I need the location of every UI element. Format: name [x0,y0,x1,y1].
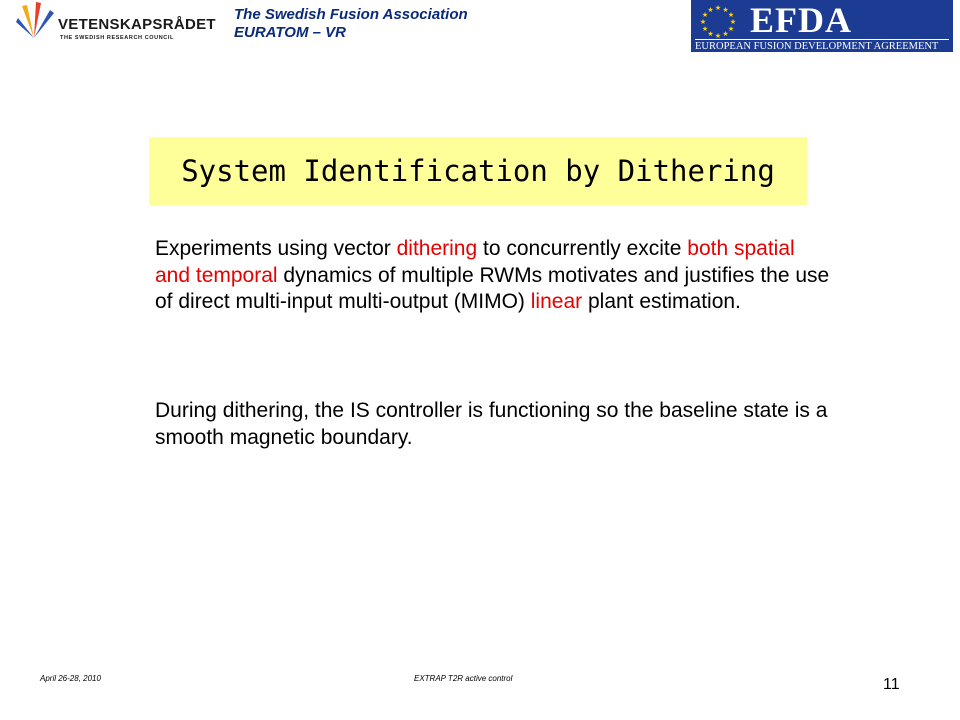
vr-rays-icon [14,0,56,42]
highlight-linear: linear [530,290,583,313]
title-box [149,137,807,205]
svg-text:★: ★ [729,18,737,26]
svg-text:★: ★ [699,18,707,26]
vr-logo-name: VETENSKAPSRÅDET [58,16,216,33]
association-line-1: The Swedish Fusion Association [234,6,468,23]
footer-title: EXTRAP T2R active control [414,674,513,683]
paragraph-1 [155,236,835,316]
highlight-dithering: dithering [396,237,478,260]
svg-text:★: ★ [714,32,722,39]
association-line-2: EURATOM – VR [234,24,346,41]
vr-logo-subtitle: THE SWEDISH RESEARCH COUNCIL [60,35,174,41]
footer-date: April 26-28, 2010 [40,674,101,683]
svg-text:★: ★ [722,6,729,14]
svg-text:★: ★ [722,30,729,38]
paragraph-1-text: Experiments using vector [155,237,397,260]
efda-name: EFDA [750,0,852,40]
svg-text:★: ★ [707,6,714,14]
paragraph-1-text: dynamics of multiple RWMs motivates and justifies the use of direct multi-input multi-output (MIMO) [155,263,830,313]
svg-text:★: ★ [727,25,735,33]
slide-title: System Identification by Dithering [181,154,775,188]
svg-text:★: ★ [701,25,709,33]
efda-logo [691,0,953,52]
efda-subtitle: EUROPEAN FUSION DEVELOPMENT AGREEMENT [695,39,949,53]
paragraph-2: During dithering, the IS controller is functioning so the baseline state is a smooth magnetic boundary. [155,399,828,449]
highlight-spatial-temporal: both spatial and temporal [155,237,795,287]
eu-stars-icon [695,3,741,39]
svg-text:★: ★ [714,4,722,12]
svg-text:★: ★ [727,11,735,19]
svg-text:★: ★ [707,30,714,38]
paragraph-1-text: plant estimation. [582,290,741,313]
paragraph-1-text: to concurrently excite [477,237,688,260]
svg-text:★: ★ [701,11,709,19]
page-number: 11 [883,676,900,693]
